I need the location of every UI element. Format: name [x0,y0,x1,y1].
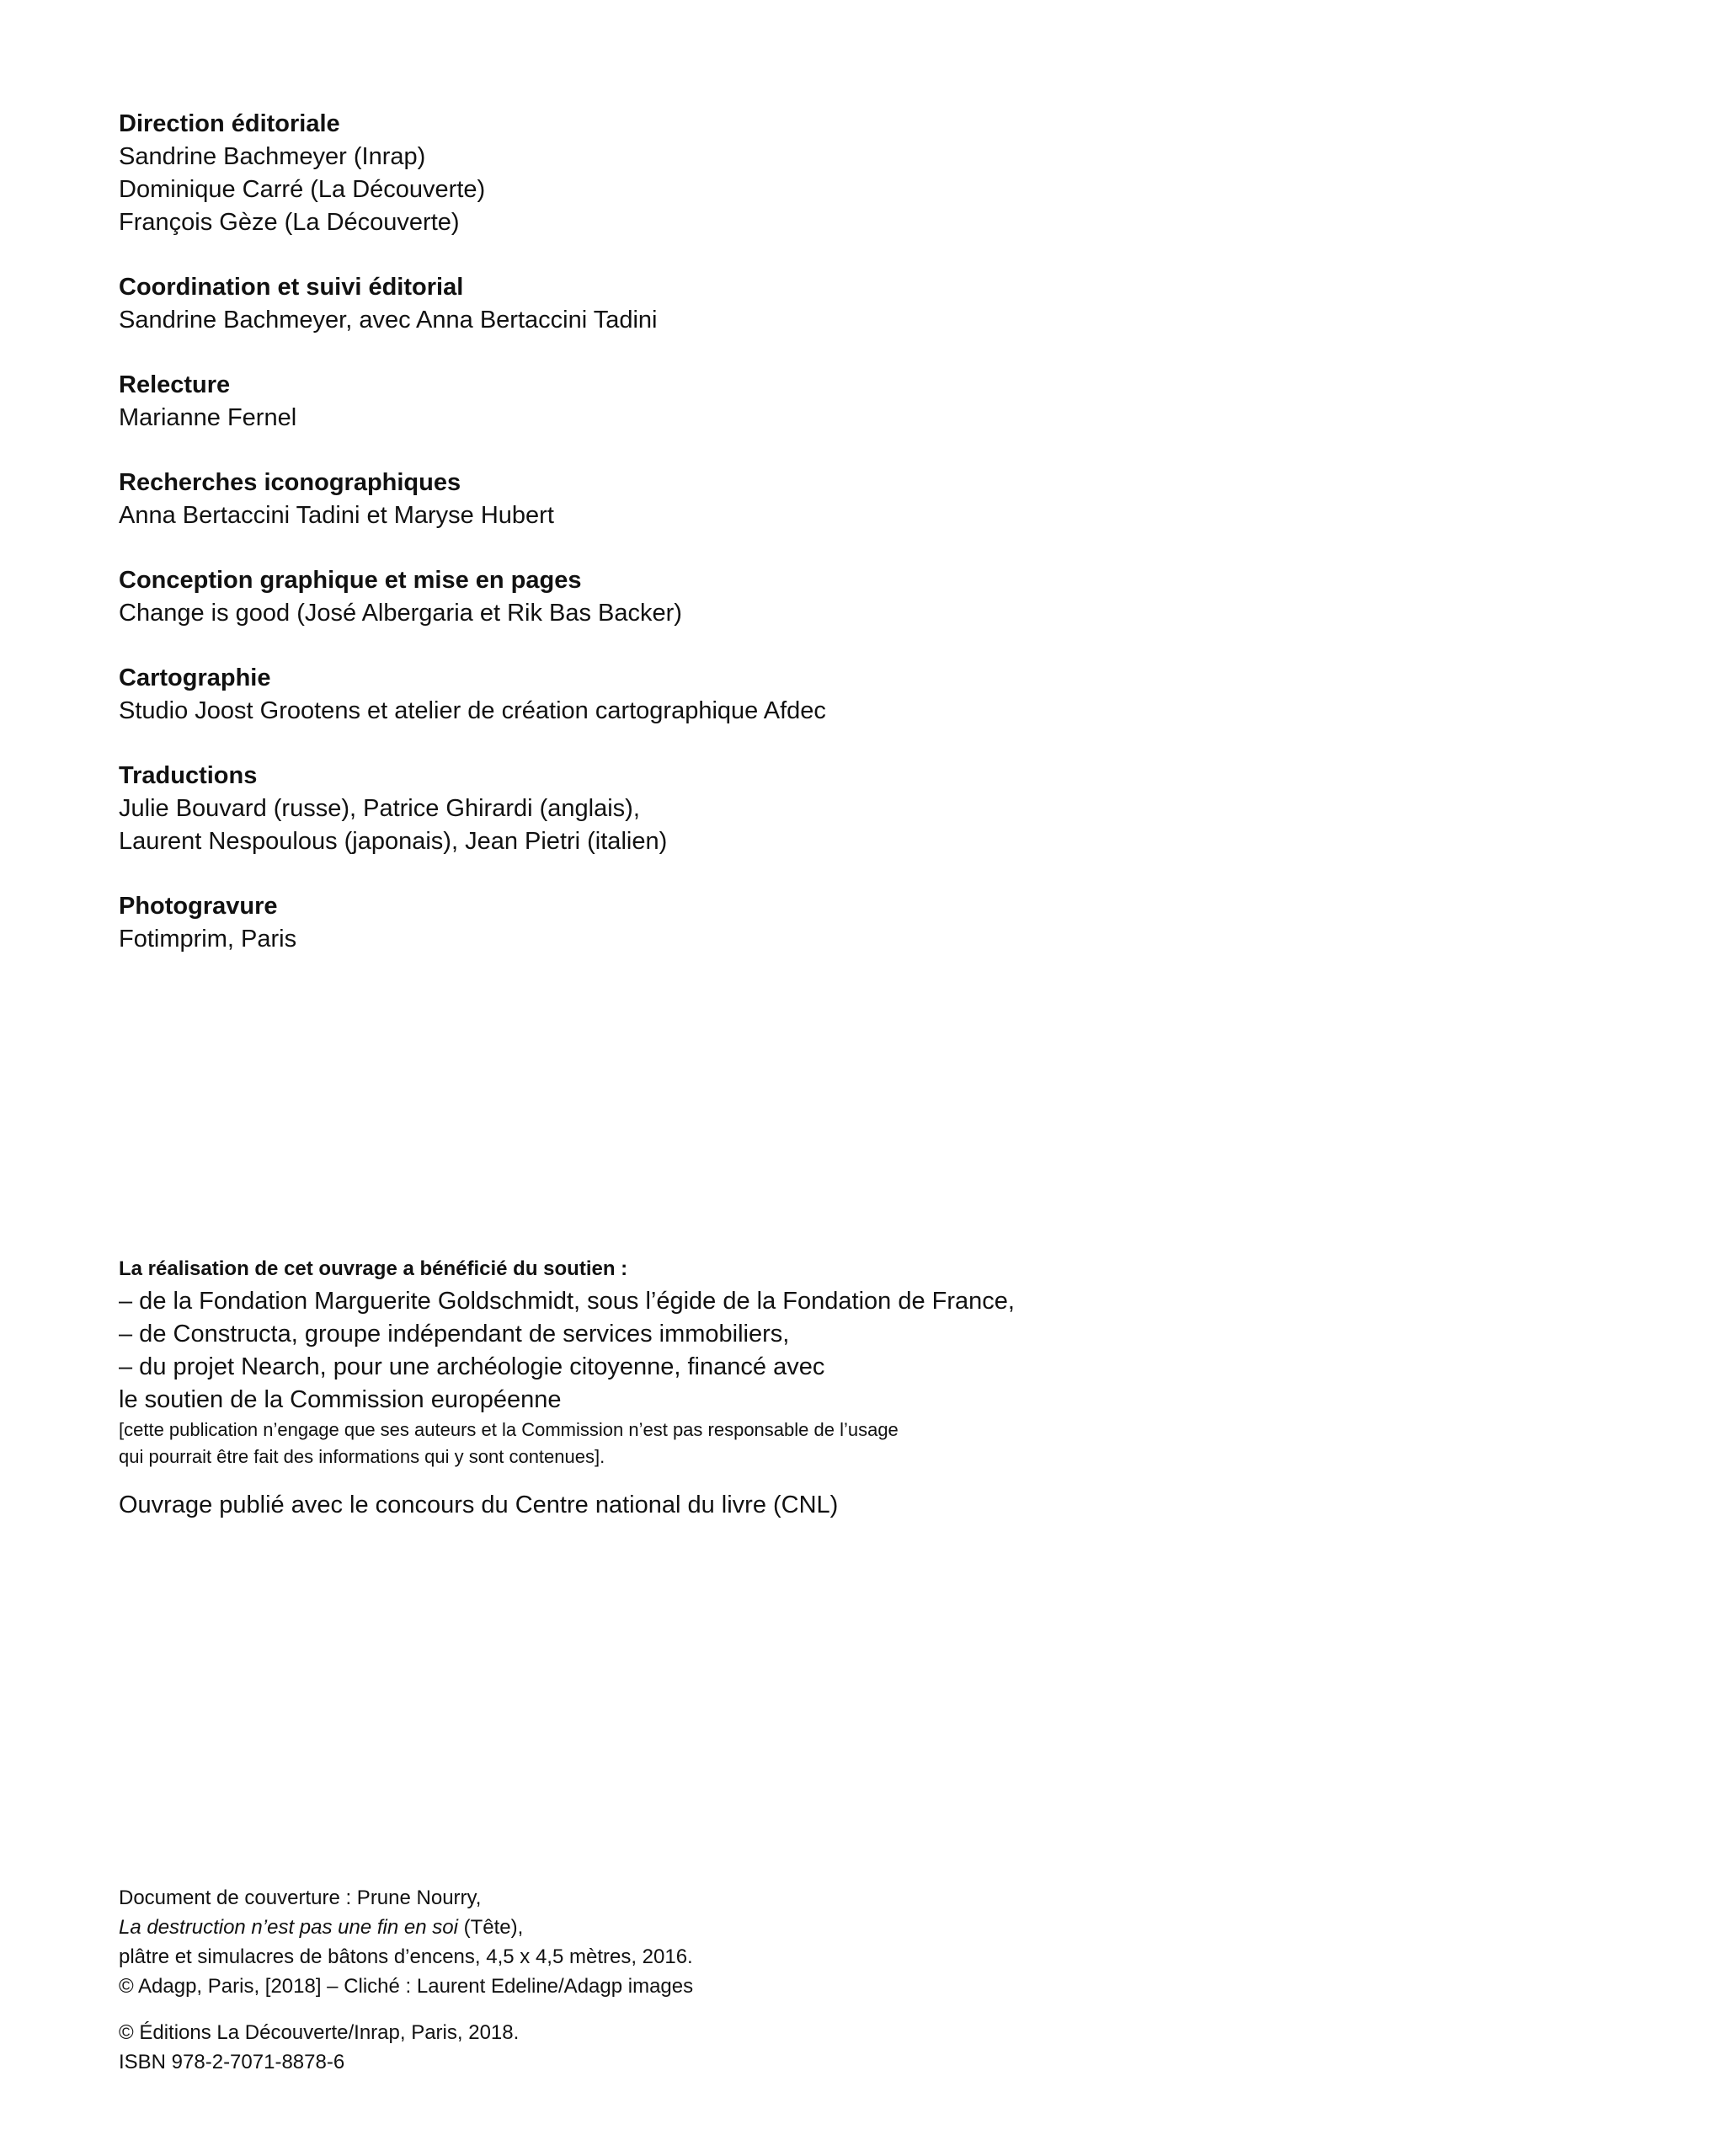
credit-heading: Direction éditoriale [119,110,340,137]
cover-credit-line: plâtre et simulacres de bâtons d’encens, 4,5 x 4,5 mètres, 2016. [119,1945,693,1968]
support-disclaimer: qui pourrait être fait des informations qui y sont contenues]. [119,1446,605,1467]
credit-heading: Coordination et suivi éditorial [119,274,464,301]
support-section [119,1255,1601,1522]
credit-block-conception [119,564,1601,630]
cover-artwork-suffix: (Tête), [457,1916,524,1939]
credit-line: Fotimprim, Paris [119,926,297,953]
credit-line: Anna Bertaccini Tadini et Maryse Hubert [119,502,554,529]
credits-section [119,108,1601,988]
credit-block-photogravure [119,890,1601,956]
cover-title-line [119,1913,1601,1942]
credit-heading: Recherches iconographiques [119,469,461,496]
support-disclaimer: [cette publication n’engage que ses auteurs et la Commission n’est pas responsable de l’usage [119,1419,899,1440]
support-line: – de la Fondation Marguerite Goldschmidt, sous l’égide de la Fondation de France, [119,1288,1015,1315]
cover-credits-section [119,1883,1601,2077]
support-line: – de Constructa, groupe indépendant de services immobiliers, [119,1321,790,1348]
credit-heading: Traductions [119,762,258,789]
credit-line: Studio Joost Grootens et atelier de création cartographique Afdec [119,697,826,724]
cover-artwork-title: La destruction n’est pas une fin en soi [119,1916,458,1939]
isbn-line: ISBN 978-2-7071-8878-6 [119,2051,345,2073]
credit-line: Laurent Nespoulous (japonais), Jean Pietri (italien) [119,828,668,855]
credit-line: Change is good (José Albergaria et Rik Bas Backer) [119,600,682,627]
copyright-line: © Éditions La Découverte/Inrap, Paris, 2018. [119,2021,520,2044]
credit-heading: Cartographie [119,664,271,691]
support-line: – du projet Nearch, pour une archéologie citoyenne, financé avec [119,1353,825,1380]
credit-heading: Relecture [119,371,231,398]
credit-block-relecture [119,369,1601,435]
cnl-statement: Ouvrage publié avec le concours du Centre national du livre (CNL) [119,1492,839,1518]
credit-line: François Gèze (La Découverte) [119,209,460,236]
credit-line: Marianne Fernel [119,404,297,431]
support-line: le soutien de la Commission européenne [119,1386,562,1413]
credit-block-coordination [119,271,1601,337]
credit-heading: Conception graphique et mise en pages [119,567,582,594]
credit-line: Dominique Carré (La Découverte) [119,176,486,203]
cover-credit-line: Document de couverture : Prune Nourry, [119,1886,482,1909]
credit-block-cartographie [119,662,1601,728]
credit-line: Sandrine Bachmeyer (Inrap) [119,143,426,170]
credit-block-iconographie [119,467,1601,532]
credit-heading: Photogravure [119,893,278,920]
credit-line: Julie Bouvard (russe), Patrice Ghirardi (anglais), [119,795,640,822]
cover-credit-line: © Adagp, Paris, [2018] – Cliché : Laurent Edeline/Adagp images [119,1975,694,1998]
credit-block-traductions [119,760,1601,858]
credit-block-direction [119,108,1601,239]
support-heading: La réalisation de cet ouvrage a bénéficié du soutien : [119,1257,628,1280]
credit-line: Sandrine Bachmeyer, avec Anna Bertaccini Tadini [119,307,658,334]
rights-block [119,2018,1601,2077]
